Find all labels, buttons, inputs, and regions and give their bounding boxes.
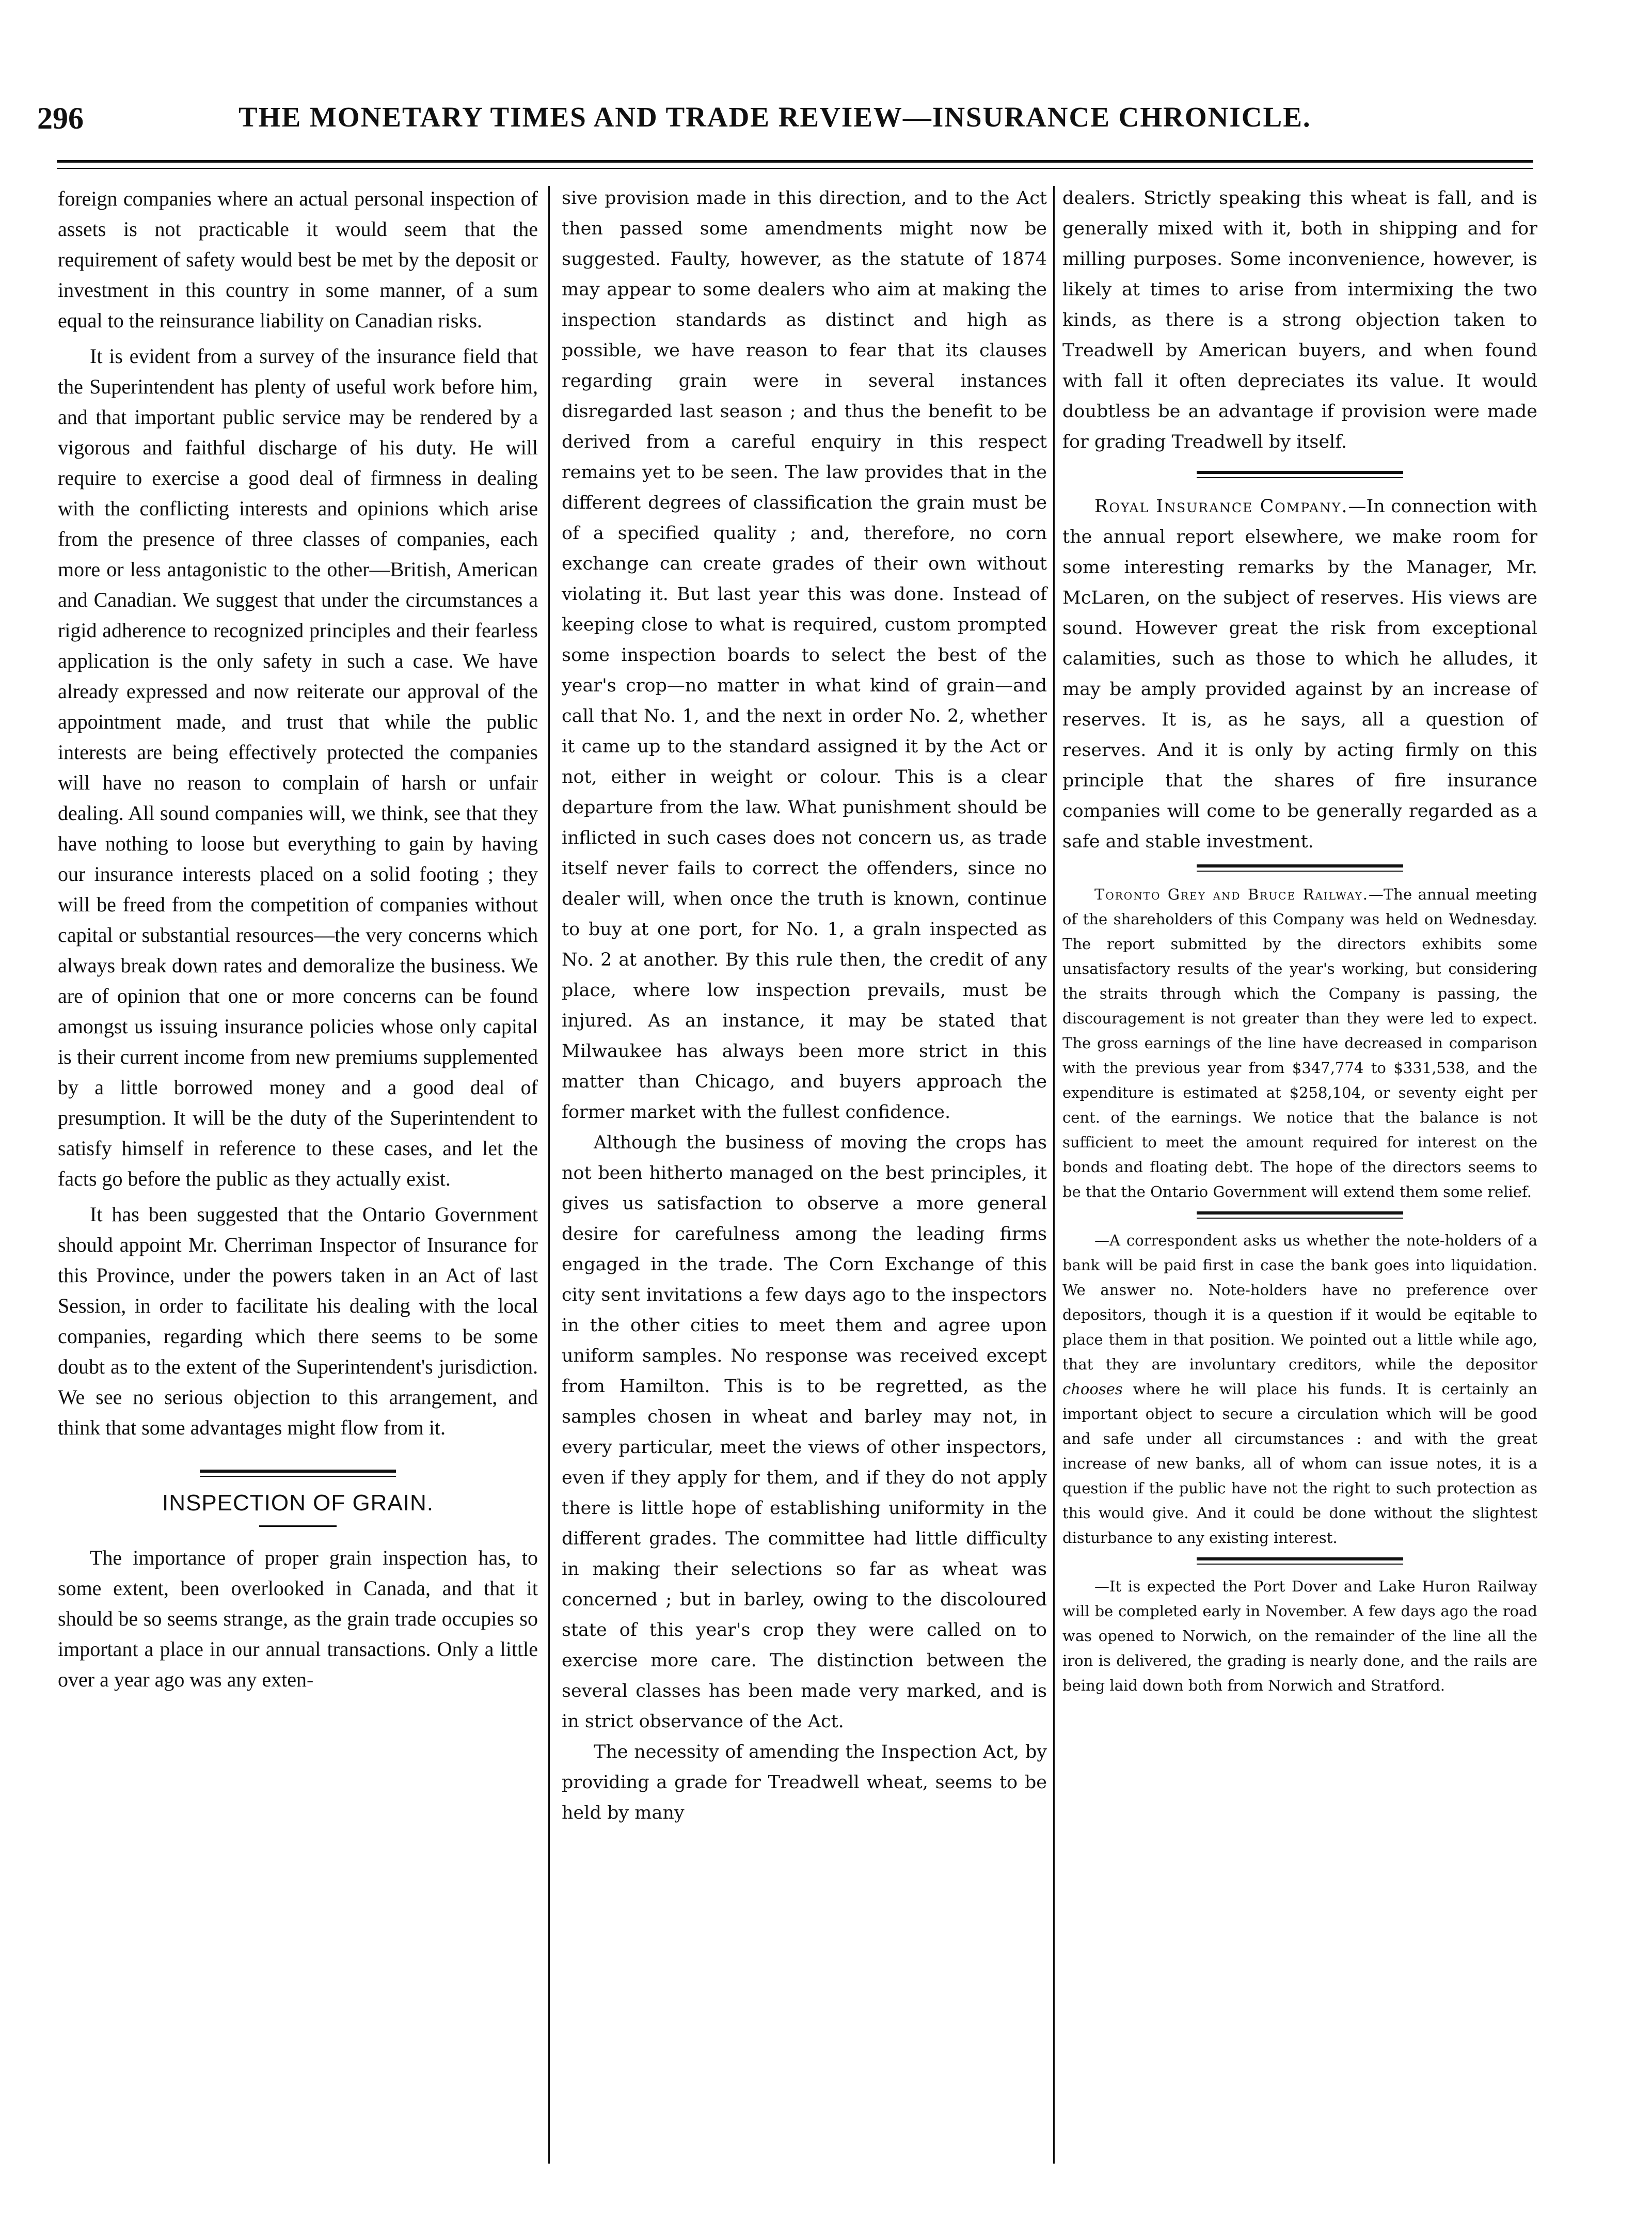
toronto-railway-title: Toronto Grey and Bruce Railway.: [1094, 886, 1369, 903]
royal-insurance-item: [1062, 492, 1537, 857]
correspondent-item: [1062, 1228, 1537, 1550]
col1-paragraph: The importance of proper grain inspection has, to some extent, been overlooked in Canada, and that it should be so seems strange, as the grain trade occupies so important a place in our annual transactions. Only a little over a year ago was any exten-: [58, 1546, 538, 1691]
heading-rule: [259, 1525, 337, 1527]
correspondent-text-b: where he will place his funds. It is certainly an important object to secure a circulation which will be good and safe under all circumstances : and with the great increase of new banks, all of whom can issue notes, it is a question if the public have not the right to such protection as this would give. And it could be done without the slightest disturbance to any existing interest.: [1062, 1380, 1538, 1547]
col2-paragraph: The necessity of amending the Inspection Act, by providing a grade for Treadwell wheat, seems to be held by many: [562, 1742, 1047, 1823]
column-3: [1062, 183, 1537, 1698]
col1-paragraph: foreign companies where an actual personal inspection of assets is not practicable it would seem that the requirement of safety would best be met by the deposit or investment in this country in some manner, of a sum equal to the reinsurance liability on Canadian risks.: [58, 187, 538, 332]
royal-insurance-title: Royal Insurance Company.: [1094, 496, 1348, 517]
port-dover-item: —It is expected the Port Dover and Lake Huron Railway will be completed early in November. A few days ago the road was opened to Norwich, on the remainder of the line all the iron is delivered, the grading is nearly done, and the rails are being laid down both from Norwich and Stratford.: [1062, 1578, 1537, 1694]
toronto-railway-item: [1062, 882, 1537, 1204]
section-separator: [1197, 471, 1403, 478]
emphasis-chooses: chooses: [1062, 1380, 1123, 1398]
page-header: [37, 101, 1534, 147]
col2-paragraph: Although the business of moving the crops has not been hitherto managed on the best principles, it gives us satisfaction to observe a more general desire for carefulness among the leading firms engaged in the trade. The Corn Exchange of this city sent invitations a few days ago to the inspectors in the other cities to meet them and agree upon uniform samples. No response was received except from Hamilton. This is to be regretted, as the samples chosen in wheat and barley may not, in every particular, meet the views of other inspectors, even if they apply for them, and if they do not apply there is little hope of establishing uniformity in the different grades. The committee had little difficulty in making their selections so far as wheat was concerned ; but in barley, owing to the discoloured state of this year's crop they were called on to exercise more care. The distinction between the several classes has been made very marked, and is in strict observance of the Act.: [562, 1132, 1047, 1732]
section-separator: [1197, 1557, 1403, 1565]
running-title: THE MONETARY TIMES AND TRADE REVIEW—INSURANCE CHRONICLE.: [239, 101, 1311, 133]
col1-paragraph: It has been suggested that the Ontario Government should appoint Mr. Cherriman Inspector of Insurance for this Province, under the powers taken in an Act of last Session, in order to facilitate his dealing with the local companies, regarding which there seems to be some doubt as to the extent of the Superintendent's jurisdiction. We see no serious objection to this arrangement, and think that some advantages might flow from it.: [58, 1203, 538, 1439]
correspondent-text-a: —A correspondent asks us whether the note-holders of a bank will be paid first in case the bank goes into liquidation. We answer no. Note-holders have no preference over depositors, though it is a question if it would be eqitable to place them in that position. We pointed out a little while ago, that they are involuntary creditors, while the depositor: [1062, 1232, 1537, 1373]
header-rule-thin: [57, 168, 1533, 169]
column-2: [562, 183, 1047, 1828]
col3-paragraph: dealers. Strictly speaking this wheat is fall, and is generally mixed with it, both in shipping and for milling purposes. Some inconvenience, however, is likely at times to arise from intermixing the two kinds, as there is a strong objection taken to Treadwell by American buyers, and when found with fall it often depreciates its value. It would doubtless be an advantage if provision were made for grading Treadwell by itself.: [1062, 188, 1537, 452]
col1-paragraph: It is evident from a survey of the insurance field that the Superintendent has plenty of useful work before him, and that important public service may be rendered by a vigorous and faithful discharge of his duty. He will require to exercise a good deal of firmness in dealing with the conflicting interests and opinions which arise from the presence of three classes of companies, each more or less antagonistic to the other—British, American and Canadian. We suggest that under the circumstances a rigid adherence to recognized principles and their fearless application is the only safety in such a case. We have already expressed and now reiterate our approval of the appointment made, and trust that while the public interests are being effectively protected the companies will have no reason to complain of harsh or unfair dealing. All sound companies will, we think, see that they have nothing to loose but everything to gain by having our insurance interests placed on a solid footing ; they will be freed from the competition of companies without capital or substantial resources—the very concerns which always break down rates and demoralize the business. We are of opinion that one or more concerns can be found amongst us issuing insurance policies whose only capital is their current income from new premiums supplemented by a little borrowed money and a good deal of presumption. It will be the duty of the Superintendent to satisfy himself in reference to these cases, and let the facts go before the public as they actually exist.: [58, 344, 538, 1190]
col2-paragraph: sive provision made in this direction, and to the Act then passed some amendments might now be suggested. Faulty, however, as the statute of 1874 may appear to some dealers who aim at making the inspection standards as distinct and high as possible, we have reason to fear that its clauses regarding grain were in several instances disregarded last season ; and thus the benefit to be derived from a careful enquiry in this respect remains yet to be seen. The law provides that in the different degrees of classification the grain must be of a specified quality ; and, therefore, no corn exchange can create grades of their own without violating it. But last year this was done. Instead of keeping close to what is required, custom prompted some inspection boards to select the best of the year's crop—no matter in what kind of grain—and call that No. 1, and the next in order No. 2, whether it came up to the standard assigned it by the Act or not, either in weight or colour. This is a clear departure from the law. What punishment should be inflicted in such cases does not concern us, as trade itself never fails to correct the offenders, since no dealer will, when once the truth is known, continue to buy at one port, for No. 1, a graln inspected as No. 2 at another. By this rule then, the credit of any place, where low inspection prevails, must be injured. As an instance, it may be stated that Milwaukee has always been more strict in this matter than Chicago, and buyers approach the former market with the fullest confidence.: [562, 188, 1047, 1123]
section-separator: [1197, 1211, 1403, 1219]
toronto-railway-body: —The annual meeting of the shareholders of this Company was held on Wednesday. The report submitted by the directors exhibits some unsatisfactory results of the year's working, but considering the straits through which the Company is passing, the discouragement is not greater than they were led to expect. The gross earnings of the line have decreased in comparison with the previous year from $347,774 to $331,538, and the expenditure is estimated at $258,104, or seventy eight per cent. of the earnings. We notice that the balance is not sufficient to meet the amount required for interest on the bonds and floating debt. The hope of the directors seems to be that the Ontario Government will extend them some relief.: [1062, 886, 1537, 1201]
column-1: [58, 183, 538, 1695]
header-rule: [57, 160, 1533, 163]
section-separator: [200, 1470, 396, 1477]
column-divider-2: [1053, 186, 1055, 2164]
royal-insurance-body: —In connection with the annual report elsewhere, we make room for some interesting remarks by the Manager, Mr. McLaren, on the subject of reserves. His views are sound. However great the risk from exceptional calamities, such as those to which he alludes, it may be amply provided against by an increase of reserves. It is, as he says, all a question of reserves. And it is only by acting firmly on this principle that the shares of fire insurance companies will come to be generally regarded as a safe and stable investment.: [1062, 496, 1537, 852]
column-divider-1: [548, 186, 550, 2164]
section-heading: INSPECTION OF GRAIN.: [162, 1490, 434, 1516]
section-separator: [1197, 864, 1403, 872]
page-number: 296: [37, 101, 84, 135]
